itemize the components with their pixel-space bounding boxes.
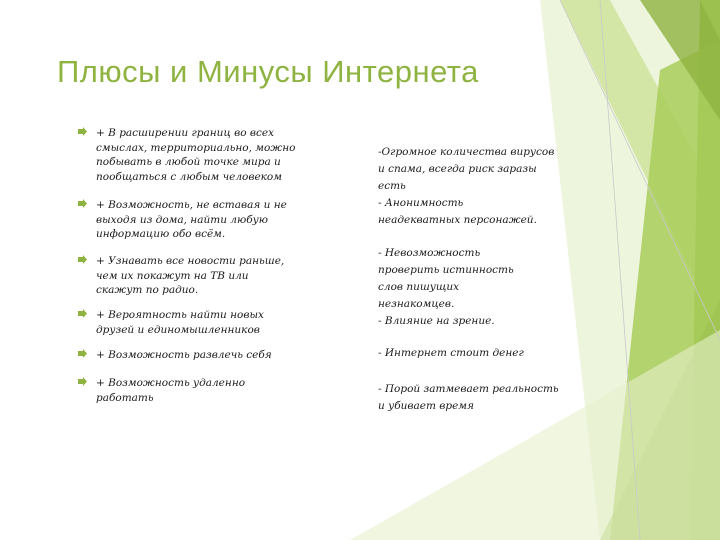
arrow-bullet-icon bbox=[78, 199, 87, 208]
list-item bbox=[86, 376, 246, 405]
pro-text: + Возможность, не вставая и не выходя из дома, найти любую информацию обо всём. bbox=[96, 199, 287, 240]
list-item bbox=[86, 308, 276, 337]
list-item bbox=[86, 348, 296, 363]
list-item bbox=[86, 198, 291, 242]
pro-text: + Вероятность найти новых друзей и единомышленников bbox=[96, 309, 264, 336]
con-text: - Влияние на зрение. bbox=[378, 315, 495, 327]
pro-text: + В расширении границ во всех смыслах, территориально, можно побывать в любой точке мира и пообщаться с любым человеком bbox=[96, 127, 296, 183]
con-text: - Порой затмевает реальность и убивает время bbox=[378, 383, 559, 412]
list-item bbox=[86, 254, 291, 298]
pro-text: + Возможность развлечь себя bbox=[96, 349, 272, 361]
con-text: - Анонимность неадекватных персонажей. bbox=[378, 197, 537, 226]
con-text: - Интернет стоит денег bbox=[378, 347, 524, 359]
arrow-bullet-icon bbox=[78, 255, 87, 264]
arrow-bullet-icon bbox=[78, 309, 87, 318]
pro-text: + Возможность удаленно работать bbox=[96, 377, 246, 404]
arrow-bullet-icon bbox=[78, 127, 87, 136]
con-text: -Огромное количества вирусов и спама, всегда риск заразы есть bbox=[378, 146, 555, 192]
pro-text: + Узнавать все новости раньше, чем их покажут на ТВ или скажут по радио. bbox=[96, 255, 285, 296]
slide-title: Плюсы и Минусы Интернета bbox=[57, 54, 479, 89]
arrow-bullet-icon bbox=[78, 349, 87, 358]
con-text: - Невозможность проверить истинность слов пишущих незнакомцев. bbox=[378, 247, 514, 310]
arrow-bullet-icon bbox=[78, 377, 87, 386]
list-item bbox=[86, 126, 296, 184]
